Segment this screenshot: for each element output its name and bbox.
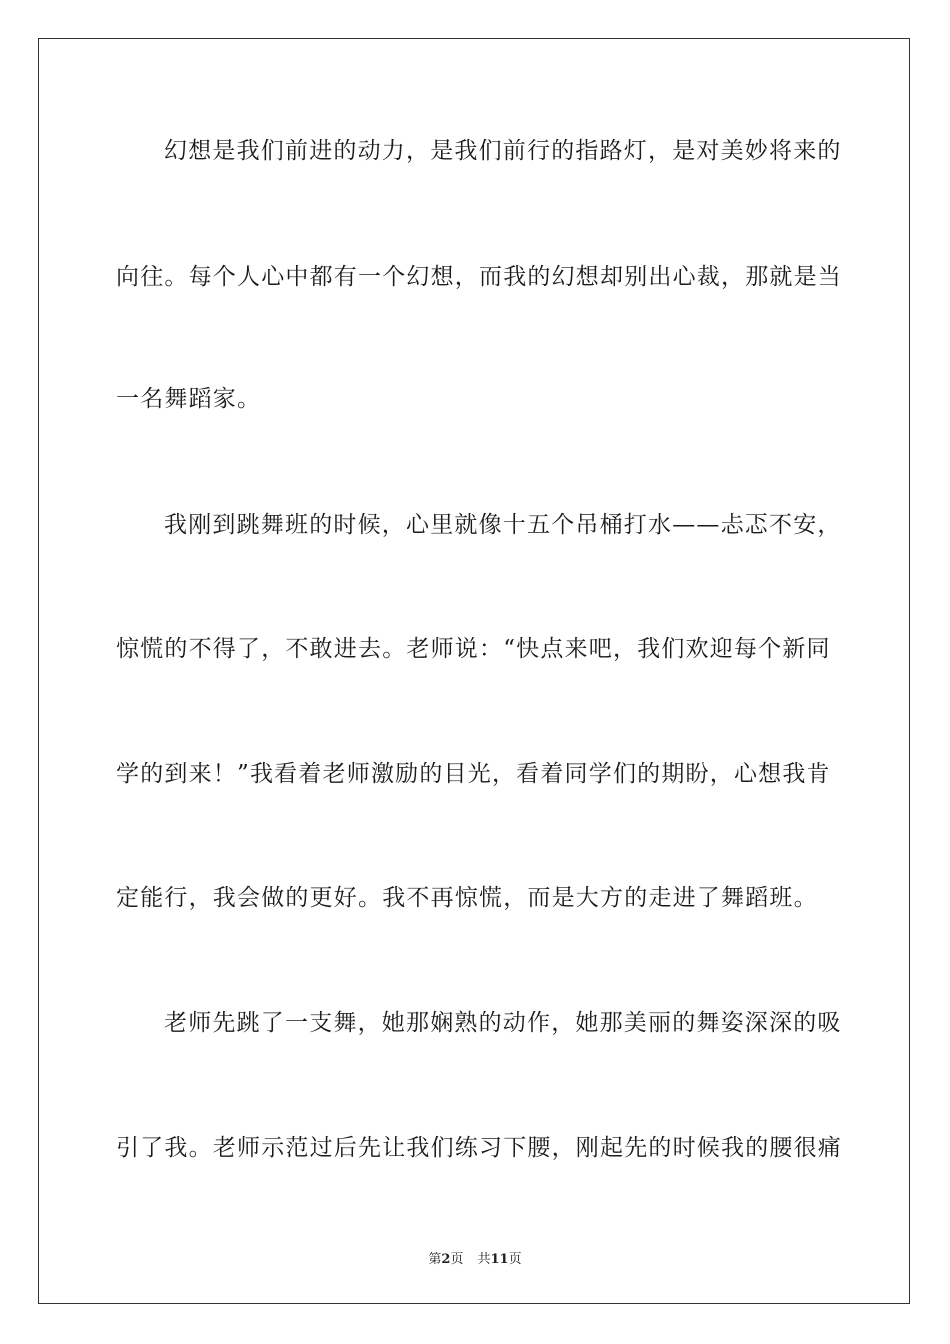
paragraph-2-line-3: 学的到来！”我看着老师激励的目光，看着同学们的期盼，心想我肯 (116, 761, 831, 787)
footer-page-number: 2 (441, 1252, 451, 1267)
paragraph-2-line-2: 惊慌的不得了，不敢进去。老师说：“快点来吧，我们欢迎每个新同 (116, 636, 831, 662)
footer-page-prefix: 第 (428, 1252, 442, 1267)
footer-total-suffix: 页 (508, 1252, 522, 1267)
paragraph-2-line-1: 我刚到跳舞班的时候，心里就像十五个吊桶打水——忐忑不安， (164, 512, 842, 538)
paragraph-3-line-1: 老师先跳了一支舞，她那娴熟的动作，她那美丽的舞姿深深的吸 (164, 1010, 842, 1036)
page-border (38, 38, 910, 1304)
footer-total-number: 11 (490, 1252, 509, 1267)
paragraph-1-line-3: 一名舞蹈家。 (116, 386, 262, 412)
page-footer (0, 1248, 950, 1267)
paragraph-1-line-1: 幻想是我们前进的动力，是我们前行的指路灯，是对美妙将来的 (164, 138, 842, 164)
footer-total-prefix: 共 (477, 1252, 491, 1267)
paragraph-1-line-2: 向往。每个人心中都有一个幻想，而我的幻想却别出心裁，那就是当 (116, 264, 842, 290)
paragraph-3-line-2: 引了我。老师示范过后先让我们练习下腰，刚起先的时候我的腰很痛 (116, 1135, 842, 1161)
paragraph-2-line-4: 定能行，我会做的更好。我不再惊慌，而是大方的走进了舞蹈班。 (116, 885, 818, 911)
footer-page-suffix: 页 (450, 1252, 464, 1267)
